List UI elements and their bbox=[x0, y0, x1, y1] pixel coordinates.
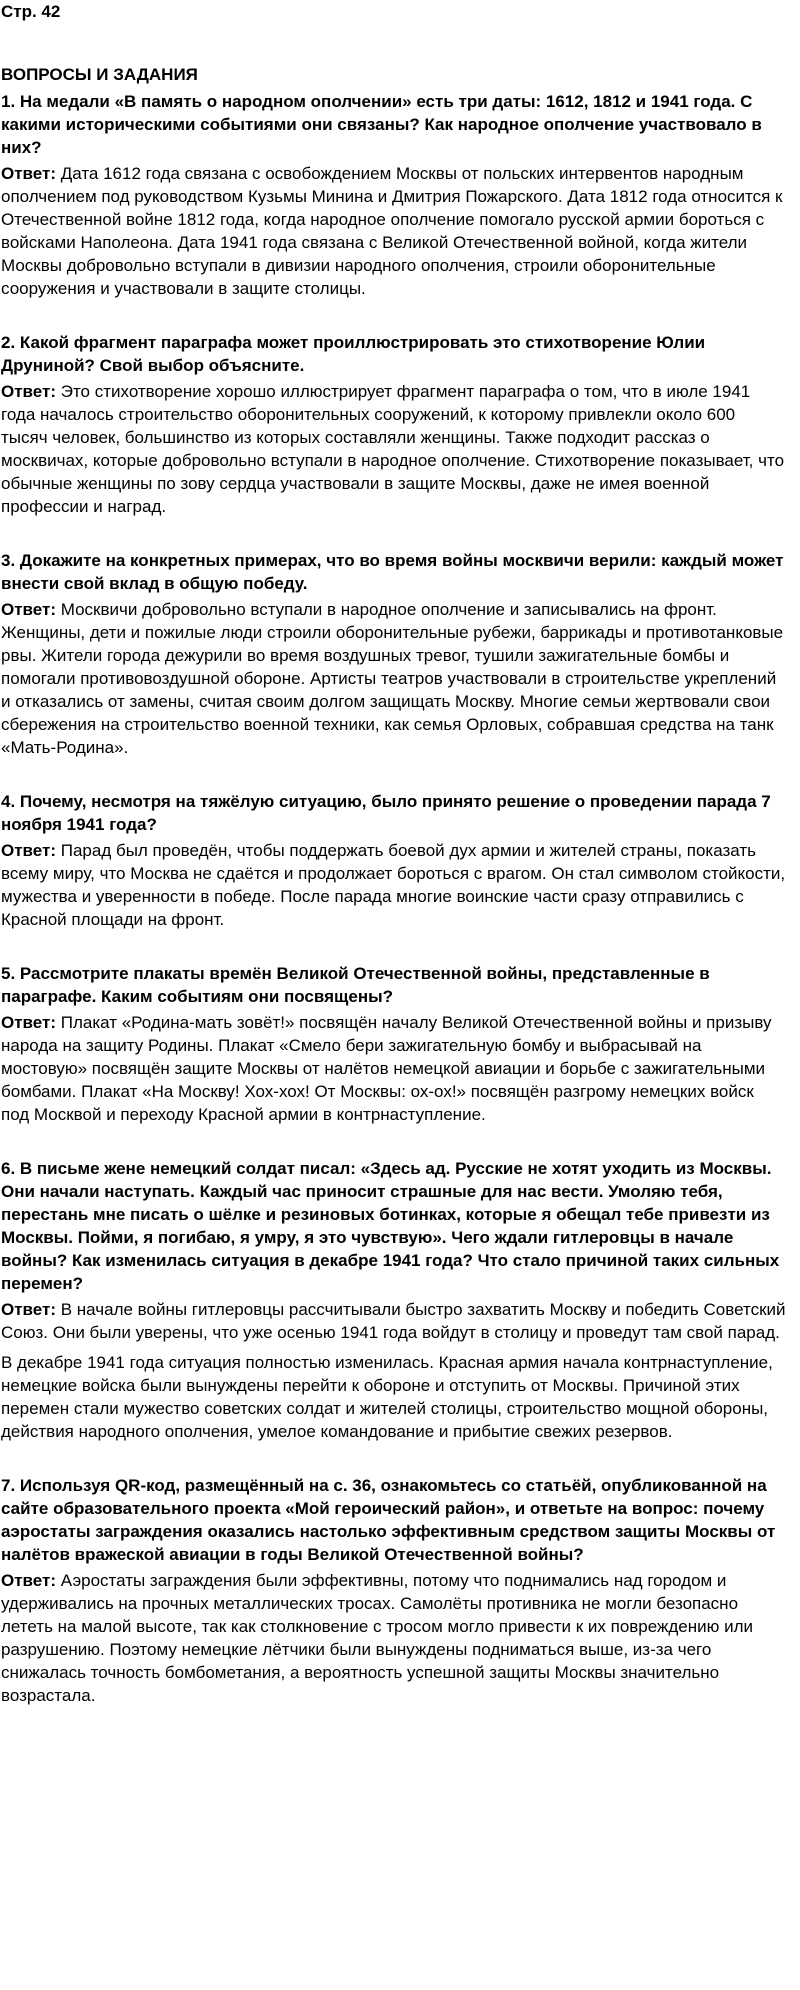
answer-paragraph bbox=[1, 839, 786, 931]
question-text: 1. На медали «В память о народном ополчении» есть три даты: 1612, 1812 и 1941 года. С какими историческими событиями они связаны? Как народное ополчение участвовало в них? bbox=[1, 92, 762, 157]
answer-label: Ответ: bbox=[1, 164, 56, 183]
answer-block bbox=[1, 380, 786, 518]
question-text: 4. Почему, несмотря на тяжёлую ситуацию, было принято решение о проведении парада 7 ноября 1941 года? bbox=[1, 792, 771, 834]
question-answer-7 bbox=[1, 1474, 786, 1707]
question-answer-4 bbox=[1, 790, 786, 931]
answer-paragraph bbox=[1, 1569, 786, 1707]
answer-text: Парад был проведён, чтобы поддержать боевой дух армии и жителей страны, показать всему миру, что Москва не сдаётся и продолжает бороться с врагом. Он стал символом стойкости, мужества и уверенности в победе. После парада многие воинские части сразу отправились с Красной площади на фронт. bbox=[1, 841, 786, 929]
answer-text: Москвичи добровольно вступали в народное ополчение и записывались на фронт. Женщины, дети и пожилые люди строили оборонительные рубежи, баррикады и противотанковые рвы. Жители города дежурили во время воздушных тревог, тушили зажигательные бомбы и помогали противовоздушной обороне. Артисты театров участвовали в строительстве укреплений и отказались от замены, считая своим долгом защищать Москву. Многие семьи жертвовали свои сбережения на строительство военной техники, как семья Орловых, собравшая средства на танк «Мать-Родина». bbox=[1, 600, 784, 757]
question-answer-1 bbox=[1, 90, 786, 300]
section-title: ВОПРОСЫ И ЗАДАНИЯ bbox=[1, 65, 198, 84]
question-text: 3. Докажите на конкретных примерах, что во время войны москвичи верили: каждый может внести свой вклад в общую победу. bbox=[1, 551, 784, 593]
answer-paragraph bbox=[1, 598, 786, 759]
answer-text: Это стихотворение хорошо иллюстрирует фрагмент параграфа о том, что в июле 1941 года началось строительство оборонительных сооружений, к которому привлекли около 600 тысяч человек, большинство из которых составляли женщины. Также подходит рассказ о москвичах, которые добровольно вступали в народное ополчение. Стихотворение показывает, что обычные женщины по зову сердца участвовали в защите Москвы, даже не имея военной профессии и наград. bbox=[1, 382, 785, 516]
question-answer-6 bbox=[1, 1157, 786, 1443]
answer-block bbox=[1, 598, 786, 759]
question-text: 2. Какой фрагмент параграфа может проиллюстрировать это стихотворение Юлии Друниной? Свой выбор объясните. bbox=[1, 333, 706, 375]
question-answer-3 bbox=[1, 549, 786, 759]
answer-text: Дата 1612 года связана с освобождением Москвы от польских интервентов народным ополчением под руководством Кузьмы Минина и Дмитрия Пожарского. Дата 1812 года относится к Отечественной войне 1812 года, когда народное ополчение помогало русской армии бороться с войсками Наполеона. Дата 1941 года связана с Великой Отечественной войной, когда жители Москвы добровольно вступали в дивизии народного ополчения, строили оборонительные сооружения и участвовали в защите столицы. bbox=[1, 164, 783, 298]
answer-paragraph bbox=[1, 1298, 786, 1344]
question-text: 6. В письме жене немецкий солдат писал: «Здесь ад. Русские не хотят уходить из Москвы. Они начали наступать. Каждый час приносит страшные для нас вести. Умоляю тебя, перестань мне писать о шёлке и резиновых ботинках, которые я обещал тебе привезти из Москвы. Пойми, я погибаю, я умру, я это чувствую». Чего ждали гитлеровцы в начале войны? Как изменилась ситуация в декабре 1941 года? Что стало причиной таких сильных перемен? bbox=[1, 1159, 780, 1293]
answer-text: Аэростаты заграждения были эффективны, потому что поднимались над городом и удерживались на прочных металлических тросах. Самолёты противника не могли безопасно лететь на малой высоте, так как столкновение с тросом могло привести к их повреждению или разрушению. Поэтому немецкие лётчики были вынуждены подниматься выше, из-за чего снижалась точность бомбометания, а вероятность успешной защиты Москвы значительно возрастала. bbox=[1, 1571, 754, 1705]
answer-paragraph bbox=[1, 162, 786, 300]
answer-block bbox=[1, 1298, 786, 1443]
answer-paragraph bbox=[1, 380, 786, 518]
question-text: 7. Используя QR-код, размещённый на с. 36, ознакомьтесь со статьёй, опубликованной на сайте образовательного проекта «Мой героический район», и ответьте на вопрос: почему аэростаты заграждения оказались настолько эффективным средством защиты Москвы от налётов вражеской авиации в годы Великой Отечественной войны? bbox=[1, 1476, 776, 1564]
answer-label: Ответ: bbox=[1, 600, 56, 619]
question-answer-5 bbox=[1, 962, 786, 1126]
answer-text: Плакат «Родина-мать зовёт!» посвящён началу Великой Отечественной войны и призыву народа на защиту Родины. Плакат «Смело бери зажигательную бомбу и выбрасывай на мостовую» посвящён защите Москвы от налётов немецкой авиации и борьбе с зажигательными бомбами. Плакат «На Москву! Хох-хох! От Москвы: ох-ох!» посвящён разгрому немецких войск под Москвой и переходу Красной армии в контрнаступление. bbox=[1, 1013, 772, 1124]
answer-label: Ответ: bbox=[1, 382, 56, 401]
answer-label: Ответ: bbox=[1, 1013, 56, 1032]
answer-block bbox=[1, 162, 786, 300]
answer-label: Ответ: bbox=[1, 1571, 56, 1590]
answer-text: В начале войны гитлеровцы рассчитывали быстро захватить Москву и победить Советский Союз. Они были уверены, что уже осенью 1941 года войдут в столицу и проведут там свой парад. bbox=[1, 1300, 786, 1342]
answer-paragraph bbox=[1, 1011, 786, 1126]
question-answer-2 bbox=[1, 331, 786, 518]
answer-block bbox=[1, 1569, 786, 1707]
answer-label: Ответ: bbox=[1, 841, 56, 860]
page-number: Стр. 42 bbox=[1, 2, 61, 21]
answer-block bbox=[1, 1011, 786, 1126]
answer-label: Ответ: bbox=[1, 1300, 56, 1319]
answer-paragraph: В декабре 1941 года ситуация полностью изменилась. Красная армия начала контрнаступление, немецкие войска были вынуждены перейти к обороне и отступить от Москвы. Причиной этих перемен стали мужество советских солдат и жителей столицы, строительство мощной обороны, действия народного ополчения, умелое командование и прибытие свежих резервов. bbox=[1, 1353, 773, 1441]
question-text: 5. Рассмотрите плакаты времён Великой Отечественной войны, представленные в параграфе. Каким событиям они посвящены? bbox=[1, 964, 710, 1006]
answer-block bbox=[1, 839, 786, 931]
